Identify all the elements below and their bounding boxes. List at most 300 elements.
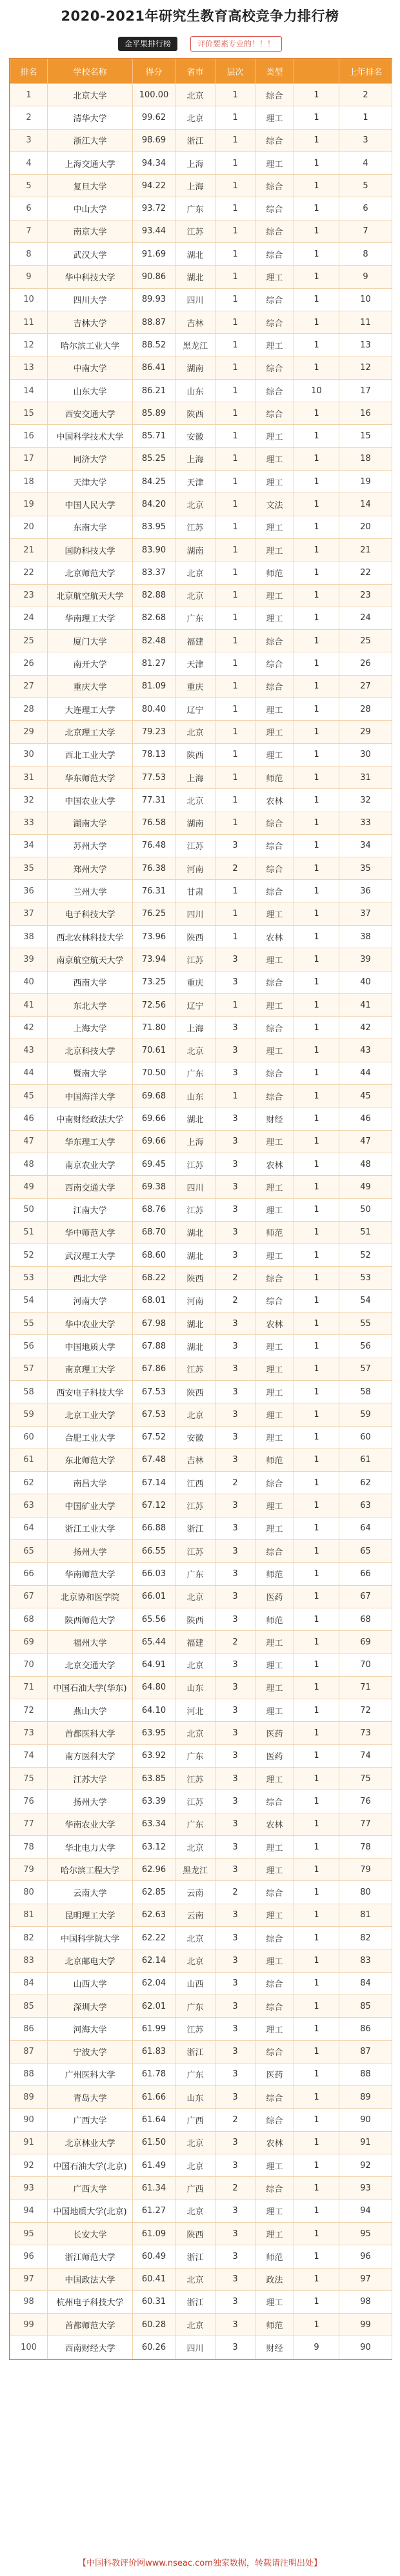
cell-level: 3 (215, 2154, 255, 2177)
cell-level: 3 (215, 2290, 255, 2313)
cell-rank: 32 (10, 789, 48, 812)
cell-type: 理工 (255, 1699, 294, 1722)
cell-type: 综合 (255, 1289, 294, 1312)
cell-type: 理工 (255, 1198, 294, 1221)
cell-score: 68.76 (133, 1198, 175, 1221)
cell-prev-rank: 68 (339, 1608, 392, 1630)
cell-prev-rank: 67 (339, 1585, 392, 1608)
cell-col7: 1 (294, 1722, 339, 1744)
cell-level: 3 (215, 834, 255, 857)
table-row (10, 1540, 392, 1563)
cell-level: 1 (215, 379, 255, 402)
cell-score: 62.96 (133, 1859, 175, 1881)
cell-region: 四川 (175, 1176, 215, 1198)
table-row (10, 1176, 392, 1198)
cell-score: 82.48 (133, 630, 175, 652)
cell-school: 清华大学 (48, 106, 133, 129)
cell-col7: 1 (294, 2245, 339, 2268)
cell-prev-rank: 51 (339, 1221, 392, 1244)
cell-score: 68.01 (133, 1289, 175, 1312)
cell-rank: 77 (10, 1813, 48, 1835)
cell-region: 湖北 (175, 1335, 215, 1358)
cell-score: 69.38 (133, 1176, 175, 1198)
cell-prev-rank: 13 (339, 334, 392, 356)
cell-score: 86.41 (133, 356, 175, 379)
cell-school: 华中师范大学 (48, 1221, 133, 1244)
cell-score: 60.41 (133, 2268, 175, 2290)
cell-level: 3 (215, 1335, 255, 1358)
cell-type: 综合 (255, 1995, 294, 2017)
cell-rank: 43 (10, 1039, 48, 1062)
cell-type: 综合 (255, 2086, 294, 2109)
cell-school: 北京交通大学 (48, 1654, 133, 1676)
cell-col7: 1 (294, 1744, 339, 1767)
cell-level: 3 (215, 1380, 255, 1403)
cell-rank: 90 (10, 2109, 48, 2131)
cell-col7: 1 (294, 1927, 339, 1949)
cell-school: 西南交通大学 (48, 1176, 133, 1198)
cell-col7: 1 (294, 1949, 339, 1972)
table-row (10, 1790, 392, 1813)
cell-col7: 1 (294, 812, 339, 834)
cell-school: 山东大学 (48, 379, 133, 402)
cell-type: 理工 (255, 743, 294, 766)
cell-level: 3 (215, 1676, 255, 1699)
cell-level: 3 (215, 1312, 255, 1335)
cell-col7: 1 (294, 2290, 339, 2313)
cell-region: 上海 (175, 447, 215, 470)
cell-col7: 1 (294, 175, 339, 197)
cell-prev-rank: 25 (339, 630, 392, 652)
cell-school: 武汉理工大学 (48, 1244, 133, 1267)
table-row (10, 425, 392, 447)
cell-type: 医药 (255, 1744, 294, 1767)
cell-level: 1 (215, 630, 255, 652)
cell-rank: 42 (10, 1017, 48, 1039)
ranking-table-wrap (9, 58, 392, 2360)
cell-rank: 14 (10, 379, 48, 402)
cell-col7: 1 (294, 447, 339, 470)
cell-score: 78.13 (133, 743, 175, 766)
cell-type: 综合 (255, 2040, 294, 2063)
cell-prev-rank: 66 (339, 1563, 392, 1585)
cell-type: 理工 (255, 2222, 294, 2245)
cell-prev-rank: 31 (339, 766, 392, 788)
table-row (10, 2336, 392, 2359)
cell-score: 68.70 (133, 1221, 175, 1244)
cell-rank: 16 (10, 425, 48, 447)
cell-school: 青岛大学 (48, 2086, 133, 2109)
cell-region: 江苏 (175, 1494, 215, 1517)
cell-rank: 85 (10, 1995, 48, 2017)
cell-type: 理工 (255, 2154, 294, 2177)
table-row (10, 1904, 392, 1926)
cell-rank: 27 (10, 675, 48, 698)
cell-region: 重庆 (175, 675, 215, 698)
cell-score: 82.88 (133, 584, 175, 607)
cell-prev-rank: 83 (339, 1949, 392, 1972)
cell-col7: 1 (294, 1790, 339, 1813)
table-row (10, 1221, 392, 1244)
cell-school: 浙江大学 (48, 129, 133, 151)
cell-rank: 34 (10, 834, 48, 857)
cell-prev-rank: 90 (339, 2109, 392, 2131)
cell-level: 3 (215, 1949, 255, 1972)
cell-rank: 47 (10, 1130, 48, 1153)
header-school: 学校名称 (48, 59, 133, 84)
cell-rank: 36 (10, 880, 48, 903)
cell-rank: 69 (10, 1631, 48, 1654)
cell-score: 85.71 (133, 425, 175, 447)
cell-prev-rank: 39 (339, 948, 392, 971)
cell-level: 3 (215, 1927, 255, 1949)
cell-prev-rank: 18 (339, 447, 392, 470)
cell-col7: 1 (294, 2063, 339, 2085)
cell-prev-rank: 93 (339, 2177, 392, 2200)
cell-school: 四川大学 (48, 288, 133, 311)
cell-level: 1 (215, 425, 255, 447)
header-col7 (294, 59, 339, 84)
footer-note: 【中国科教评价网www.nseac.com独家数据，转载请注明出处】 (78, 2559, 322, 2568)
cell-school: 南京理工大学 (48, 1358, 133, 1380)
cell-col7: 1 (294, 1699, 339, 1722)
cell-school: 中国海洋大学 (48, 1085, 133, 1107)
cell-region: 湖南 (175, 356, 215, 379)
cell-score: 77.53 (133, 766, 175, 788)
cell-level: 3 (215, 1722, 255, 1744)
cell-region: 陕西 (175, 1380, 215, 1403)
cell-school: 重庆大学 (48, 675, 133, 698)
cell-prev-rank: 60 (339, 1426, 392, 1449)
cell-rank: 4 (10, 151, 48, 174)
cell-region: 北京 (175, 561, 215, 584)
cell-type: 农林 (255, 1312, 294, 1335)
cell-school: 哈尔滨工程大学 (48, 1859, 133, 1881)
cell-level: 2 (215, 1289, 255, 1312)
cell-prev-rank: 42 (339, 1017, 392, 1039)
cell-level: 1 (215, 129, 255, 151)
cell-region: 北京 (175, 1722, 215, 1744)
cell-rank: 17 (10, 447, 48, 470)
cell-score: 63.85 (133, 1767, 175, 1790)
table-row (10, 2040, 392, 2063)
cell-col7: 1 (294, 288, 339, 311)
cell-score: 65.56 (133, 1608, 175, 1630)
cell-rank: 62 (10, 1472, 48, 1494)
cell-score: 63.95 (133, 1722, 175, 1744)
cell-school: 陕西师范大学 (48, 1608, 133, 1630)
cell-type: 综合 (255, 1062, 294, 1084)
cell-score: 67.12 (133, 1494, 175, 1517)
cell-col7: 1 (294, 2131, 339, 2154)
cell-rank: 46 (10, 1107, 48, 1130)
cell-region: 重庆 (175, 971, 215, 993)
cell-region: 上海 (175, 766, 215, 788)
cell-col7: 1 (294, 1472, 339, 1494)
table-row (10, 379, 392, 402)
table-row (10, 311, 392, 333)
cell-prev-rank: 91 (339, 2131, 392, 2154)
cell-school: 北京工业大学 (48, 1403, 133, 1426)
cell-col7: 1 (294, 766, 339, 788)
cell-col7: 1 (294, 834, 339, 857)
cell-school: 首都师范大学 (48, 2314, 133, 2336)
table-row (10, 1813, 392, 1835)
cell-type: 理工 (255, 1835, 294, 1858)
cell-prev-rank: 9 (339, 266, 392, 288)
table-row (10, 1062, 392, 1084)
cell-type: 医药 (255, 1722, 294, 1744)
table-row (10, 334, 392, 356)
cell-score: 61.27 (133, 2200, 175, 2222)
cell-level: 1 (215, 266, 255, 288)
cell-score: 90.86 (133, 266, 175, 288)
table-row (10, 243, 392, 266)
cell-region: 北京 (175, 493, 215, 516)
cell-level: 3 (215, 2200, 255, 2222)
cell-col7: 1 (294, 1335, 339, 1358)
cell-col7: 1 (294, 789, 339, 812)
cell-school: 中国科学技术大学 (48, 425, 133, 447)
cell-type: 理工 (255, 1176, 294, 1198)
cell-level: 2 (215, 2177, 255, 2200)
cell-rank: 12 (10, 334, 48, 356)
cell-prev-rank: 98 (339, 2290, 392, 2313)
cell-school: 华南师范大学 (48, 1563, 133, 1585)
cell-rank: 1 (10, 84, 48, 106)
cell-type: 农林 (255, 2131, 294, 2154)
cell-col7: 1 (294, 1676, 339, 1699)
cell-region: 福建 (175, 630, 215, 652)
table-row (10, 1585, 392, 1608)
cell-prev-rank: 57 (339, 1358, 392, 1380)
cell-level: 1 (215, 607, 255, 629)
cell-score: 82.68 (133, 607, 175, 629)
cell-region: 浙江 (175, 1517, 215, 1539)
cell-level: 3 (215, 1153, 255, 1175)
header-level: 层次 (215, 59, 255, 84)
cell-region: 黑龙江 (175, 334, 215, 356)
cell-level: 3 (215, 1039, 255, 1062)
cell-region: 北京 (175, 789, 215, 812)
cell-rank: 8 (10, 243, 48, 266)
cell-rank: 7 (10, 220, 48, 242)
table-row (10, 1972, 392, 1995)
cell-school: 西安电子科技大学 (48, 1380, 133, 1403)
cell-rank: 10 (10, 288, 48, 311)
cell-region: 浙江 (175, 2040, 215, 2063)
cell-rank: 84 (10, 1972, 48, 1995)
cell-prev-rank: 53 (339, 1267, 392, 1289)
cell-score: 88.87 (133, 311, 175, 333)
table-row (10, 175, 392, 197)
cell-level: 1 (215, 84, 255, 106)
cell-type: 理工 (255, 1244, 294, 1267)
cell-col7: 1 (294, 2268, 339, 2290)
cell-prev-rank: 40 (339, 971, 392, 993)
cell-col7: 1 (294, 607, 339, 629)
table-row (10, 471, 392, 493)
cell-col7: 1 (294, 2314, 339, 2336)
cell-type: 师范 (255, 2314, 294, 2336)
cell-rank: 86 (10, 2018, 48, 2040)
cell-region: 北京 (175, 1835, 215, 1858)
cell-school: 长安大学 (48, 2222, 133, 2245)
cell-level: 1 (215, 197, 255, 220)
cell-school: 浙江师范大学 (48, 2245, 133, 2268)
cell-type: 理工 (255, 698, 294, 721)
cell-level: 3 (215, 1767, 255, 1790)
cell-score: 84.20 (133, 493, 175, 516)
cell-type: 理工 (255, 903, 294, 925)
cell-col7: 1 (294, 2109, 339, 2131)
cell-region: 广东 (175, 197, 215, 220)
cell-prev-rank: 29 (339, 721, 392, 743)
badge-left: 金平果排行榜 (118, 37, 177, 51)
cell-prev-rank: 50 (339, 1198, 392, 1221)
cell-col7: 1 (294, 2177, 339, 2200)
cell-school: 东北师范大学 (48, 1449, 133, 1471)
cell-prev-rank: 64 (339, 1517, 392, 1539)
cell-rank: 15 (10, 402, 48, 425)
cell-level: 1 (215, 493, 255, 516)
cell-col7: 9 (294, 2336, 339, 2359)
table-row (10, 993, 392, 1016)
cell-prev-rank: 97 (339, 2268, 392, 2290)
cell-col7: 1 (294, 1062, 339, 1084)
cell-type: 综合 (255, 356, 294, 379)
cell-rank: 13 (10, 356, 48, 379)
cell-school: 宁波大学 (48, 2040, 133, 2063)
cell-level: 1 (215, 675, 255, 698)
cell-region: 安徽 (175, 1426, 215, 1449)
cell-level: 3 (215, 1859, 255, 1881)
cell-school: 山西大学 (48, 1972, 133, 1995)
cell-type: 综合 (255, 2177, 294, 2200)
cell-score: 100.00 (133, 84, 175, 106)
cell-region: 陕西 (175, 743, 215, 766)
cell-score: 62.85 (133, 1881, 175, 1904)
cell-school: 西北大学 (48, 1267, 133, 1289)
cell-type: 财经 (255, 2336, 294, 2359)
cell-school: 广西大学 (48, 2109, 133, 2131)
cell-type: 综合 (255, 812, 294, 834)
cell-school: 中国人民大学 (48, 493, 133, 516)
cell-col7: 1 (294, 1608, 339, 1630)
cell-school: 北京大学 (48, 84, 133, 106)
cell-level: 1 (215, 766, 255, 788)
cell-col7: 1 (294, 1221, 339, 1244)
cell-col7: 1 (294, 993, 339, 1016)
cell-rank: 83 (10, 1949, 48, 1972)
table-row (10, 2290, 392, 2313)
cell-region: 北京 (175, 1039, 215, 1062)
table-row (10, 1198, 392, 1221)
cell-level: 1 (215, 789, 255, 812)
table-row (10, 2268, 392, 2290)
cell-type: 理工 (255, 993, 294, 1016)
cell-level: 3 (215, 1744, 255, 1767)
cell-level: 1 (215, 903, 255, 925)
cell-level: 3 (215, 1835, 255, 1858)
cell-col7: 1 (294, 243, 339, 266)
cell-col7: 1 (294, 925, 339, 948)
cell-type: 理工 (255, 1403, 294, 1426)
table-row (10, 652, 392, 675)
cell-rank: 50 (10, 1198, 48, 1221)
cell-score: 64.91 (133, 1654, 175, 1676)
cell-score: 62.22 (133, 1927, 175, 1949)
cell-level: 1 (215, 106, 255, 129)
cell-score: 91.69 (133, 243, 175, 266)
cell-school: 南京大学 (48, 220, 133, 242)
cell-prev-rank: 84 (339, 1972, 392, 1995)
cell-region: 吉林 (175, 311, 215, 333)
cell-rank: 61 (10, 1449, 48, 1471)
cell-region: 北京 (175, 2268, 215, 2290)
cell-type: 综合 (255, 1540, 294, 1563)
cell-col7: 1 (294, 402, 339, 425)
cell-region: 北京 (175, 1585, 215, 1608)
cell-school: 电子科技大学 (48, 903, 133, 925)
table-row (10, 288, 392, 311)
cell-region: 北京 (175, 2200, 215, 2222)
cell-level: 3 (215, 1972, 255, 1995)
cell-type: 理工 (255, 1767, 294, 1790)
cell-school: 河海大学 (48, 2018, 133, 2040)
cell-region: 湖北 (175, 1312, 215, 1335)
cell-type: 理工 (255, 1494, 294, 1517)
table-row (10, 356, 392, 379)
cell-prev-rank: 87 (339, 2040, 392, 2063)
cell-school: 中国地质大学 (48, 1335, 133, 1358)
cell-col7: 1 (294, 1312, 339, 1335)
cell-prev-rank: 75 (339, 1767, 392, 1790)
cell-region: 江苏 (175, 1153, 215, 1175)
cell-region: 河北 (175, 1699, 215, 1722)
cell-school: 北京航空航天大学 (48, 584, 133, 607)
cell-level: 3 (215, 1813, 255, 1835)
table-row (10, 971, 392, 993)
cell-type: 师范 (255, 766, 294, 788)
cell-school: 东北大学 (48, 993, 133, 1016)
cell-region: 四川 (175, 2336, 215, 2359)
cell-school: 昆明理工大学 (48, 1904, 133, 1926)
cell-rank: 97 (10, 2268, 48, 2290)
cell-score: 83.95 (133, 516, 175, 538)
cell-level: 3 (215, 2131, 255, 2154)
table-row (10, 698, 392, 721)
cell-level: 3 (215, 2222, 255, 2245)
table-row (10, 925, 392, 948)
cell-rank: 56 (10, 1335, 48, 1358)
cell-col7: 1 (294, 1449, 339, 1471)
cell-region: 广东 (175, 1062, 215, 1084)
cell-rank: 68 (10, 1608, 48, 1630)
cell-level: 3 (215, 1517, 255, 1539)
table-row (10, 1699, 392, 1722)
cell-rank: 26 (10, 652, 48, 675)
cell-rank: 20 (10, 516, 48, 538)
cell-score: 65.44 (133, 1631, 175, 1654)
cell-col7: 1 (294, 1835, 339, 1858)
table-row (10, 812, 392, 834)
cell-score: 67.14 (133, 1472, 175, 1494)
cell-prev-rank: 47 (339, 1130, 392, 1153)
cell-region: 北京 (175, 106, 215, 129)
cell-score: 66.03 (133, 1563, 175, 1585)
cell-score: 60.49 (133, 2245, 175, 2268)
